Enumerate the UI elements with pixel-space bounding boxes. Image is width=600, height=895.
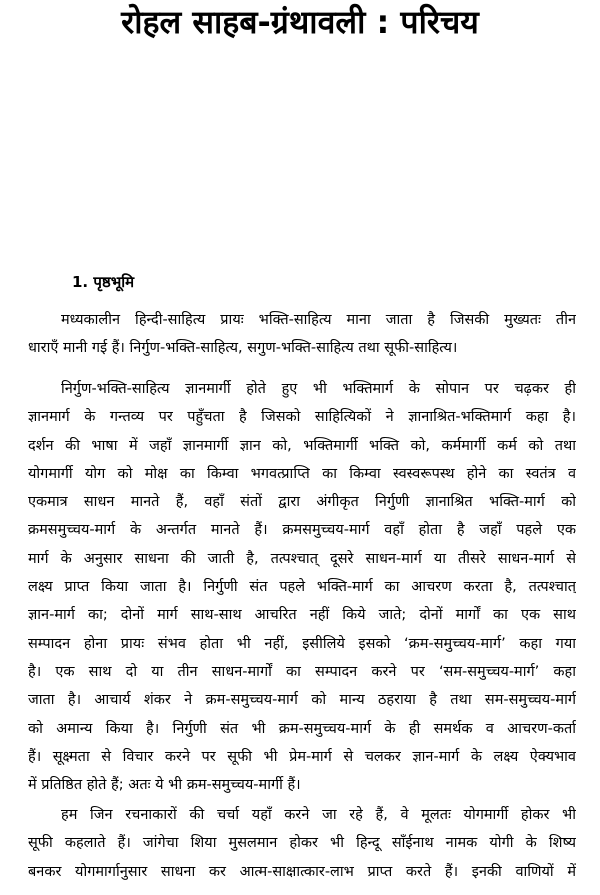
paragraph-line: मध्यकालीन हिन्दी-साहित्य प्रायः भक्ति-साहित्य माना जाता है जिसकी मुख्यतः तीन [61,312,576,328]
page-title: रोहल साहब-ग्रंथावली : परिचय [121,3,479,41]
paragraph-line: में प्रतिष्ठित होते हैं; अतः ये भी क्रम-समुच्चय-मार्गी हैं। [28,777,301,794]
paragraph-line: ज्ञान-मार्ग का; दोनों मार्ग साथ-साथ आचरित नहीं किये जाते; दोनों मार्गों का एक साथ [28,607,576,624]
paragraph-line: ज्ञानमार्ग के गन्तव्य पर पहुँचता है जिसको साहित्यिकों ने ज्ञानाश्रित-भक्तिमार्ग कहा है। [28,409,576,426]
paragraph-line: मार्ग के अनुसार साधना की जाती है, तत्पश्चात् दूसरे साधन-मार्ग या तीसरे साधन-मार्ग से [28,550,576,567]
paragraph-line: सम्पादन होना प्रायः संभव होता भी नहीं, इसीलिये इसको ‘क्रम-समुच्चय-मार्ग’ कहा गया [28,635,576,652]
paragraph-2 [28,375,576,799]
paragraph-line: सूफी कहलाते हैं। जांगेचा शिया मुसलमान होकर भी हिन्दू साँईनाथ नामक योगी के शिष्य [28,835,576,852]
paragraph-line: योगमार्गी योग को मोक्ष का किम्वा भगवत्प्राप्ति का किम्वा स्वस्वरूपस्थ होने का स्वतंत्र व [28,465,576,482]
paragraph-line: बनकर योगमार्गानुसार साधना कर आत्म-साक्षात्कार-लाभ प्राप्त करते हैं। इनकी वाणियों में [28,863,576,880]
section-heading: 1. पृष्ठभूमि [72,273,135,291]
paragraph-line: है। एक साथ दो या तीन साधन-मार्गों का सम्पादन करने पर ‘सम-समुच्चय-मार्ग’ कहा [28,663,576,680]
paragraph-line: लक्ष्य प्राप्त किया जाता है। निर्गुणी संत पहले भक्ति-मार्ग का आचरण करता है, तत्पश्चात् [28,579,576,596]
paragraph-line: एकमात्र साधन मानते हैं, वहाँ संतों द्वारा अंगीकृत निर्गुणी ज्ञानाश्रित भक्ति-मार्ग को [28,494,576,511]
paragraph-1 [28,306,576,363]
paragraph-line: क्रमसमुच्चय-मार्ग के अन्तर्गत मानते हैं। क्रमसमुच्चय-मार्ग वहाँ होता है जहाँ पहले एक [28,522,576,539]
paragraph-line: हम जिन रचनाकारों की चर्चा यहाँ करने जा रहे हैं, वे मूलतः योगमार्गी होकर भी [61,807,576,823]
paragraph-line: धाराएँ मानी गई हैं। निर्गुण-भक्ति-साहित्य, सगुण-भक्ति-साहित्य तथा सूफी-साहित्य। [28,340,458,357]
paragraph-line: हैं। सूक्ष्मता से विचार करने पर सूफी भी प्रेम-मार्ग से चलकर ज्ञान-मार्ग के लक्ष्य ऐक्यभाव [28,748,576,765]
paragraph-line: दर्शन की भाषा में जहाँ ज्ञानमार्गी ज्ञान को, भक्तिमार्गी भक्ति को, कर्ममार्गी कर्म को तथा [28,437,576,454]
paragraph-line: जाता है। आचार्य शंकर ने क्रम-समुच्चय-मार्ग को मान्य ठहराया है तथा सम-समुच्चय-मार्ग [28,692,576,709]
paragraph-line: निर्गुण-भक्ति-साहित्य ज्ञानमार्गी होते हुए भी भक्तिमार्ग के सोपान पर चढ़कर ही [61,381,576,397]
paragraph-line: को अमान्य किया है। निर्गुणी संत भी क्रम-समुच्चय-मार्ग के ही समर्थक व आचरण-कर्ता [28,720,576,737]
paragraph-3 [28,801,576,886]
